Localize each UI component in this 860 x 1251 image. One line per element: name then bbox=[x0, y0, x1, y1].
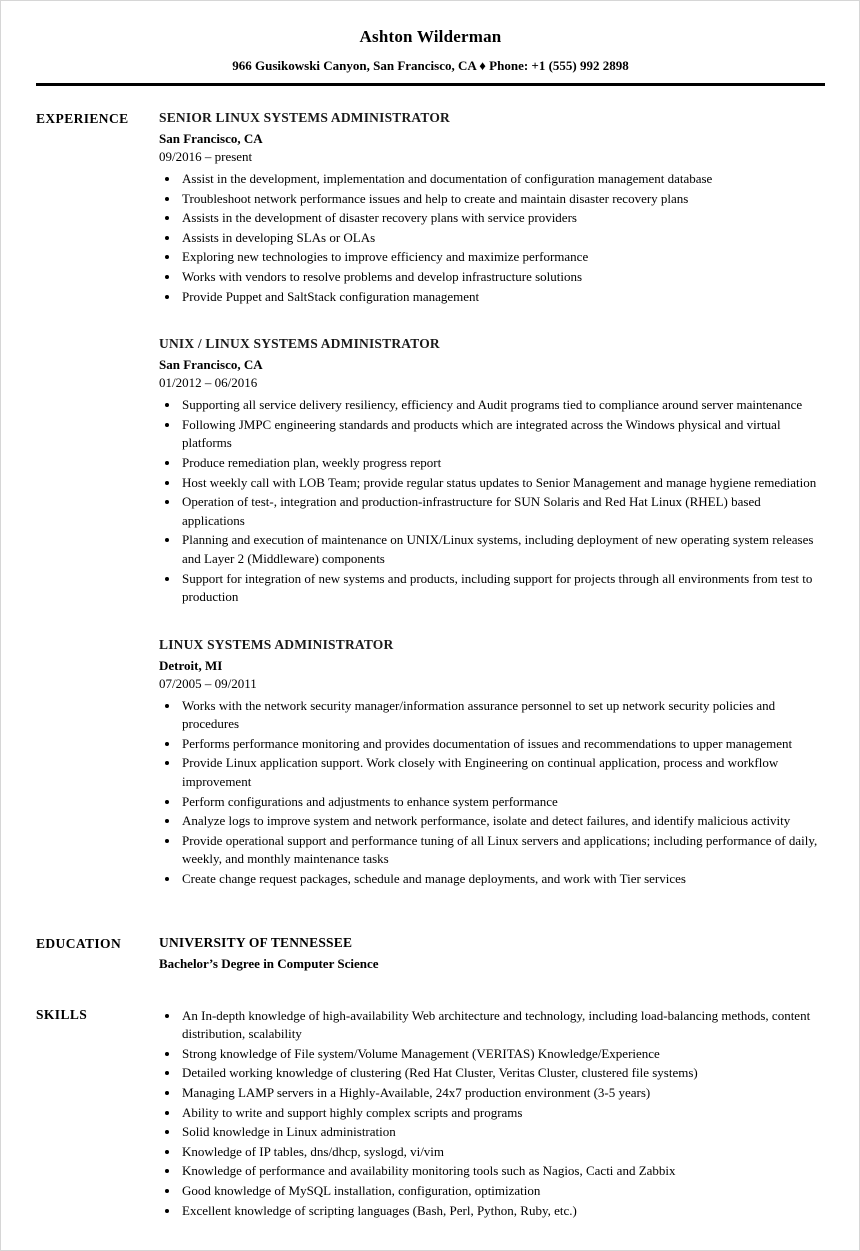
skill-item: • Knowledge of performance and availability monitoring tools such as Nagios, Cacti and Zabbix bbox=[180, 1162, 825, 1181]
experience-content bbox=[159, 110, 825, 889]
job-bullet-list bbox=[159, 697, 825, 889]
education-content bbox=[159, 935, 825, 972]
bullet-item: • Create change request packages, schedule and manage deployments, and work with Tier services bbox=[180, 870, 825, 889]
job-title: SENIOR LINUX SYSTEMS ADMINISTRATOR bbox=[159, 110, 450, 125]
bullet-item: • Provide Linux application support. Work closely with Engineering on continual application, process and workflow improvement bbox=[180, 754, 825, 791]
bullet-item: • Assists in the development of disaster recovery plans with service providers bbox=[180, 209, 825, 228]
bullet-item: • Works with vendors to resolve problems and develop infrastructure solutions bbox=[180, 268, 825, 287]
skills-content bbox=[159, 1006, 825, 1221]
job-bullet-list bbox=[159, 170, 825, 306]
bullet-item: • Assists in developing SLAs or OLAs bbox=[180, 229, 825, 248]
bullet-item: • Planning and execution of maintenance on UNIX/Linux systems, including deployment of new operating system releases and Layer 2 (Middleware) components bbox=[180, 531, 825, 568]
skills-bullet-list bbox=[159, 1007, 825, 1221]
skill-item: • Good knowledge of MySQL installation, configuration, optimization bbox=[180, 1182, 825, 1201]
skill-item: • Managing LAMP servers in a Highly-Available, 24x7 production environment (3-5 years) bbox=[180, 1084, 825, 1103]
bullet-item: • Produce remediation plan, weekly progress report bbox=[180, 454, 825, 473]
bullet-item: • Perform configurations and adjustments to enhance system performance bbox=[180, 793, 825, 812]
job-dates: 07/2005 – 09/2011 bbox=[159, 675, 257, 691]
header-divider bbox=[36, 83, 825, 86]
job-location: San Francisco, CA bbox=[159, 357, 263, 373]
contact-line: 966 Gusikowski Canyon, San Francisco, CA ♦ Phone: +1 (555) 992 2898 bbox=[232, 58, 629, 73]
bullet-item: • Exploring new technologies to improve efficiency and maximize performance bbox=[180, 248, 825, 267]
skill-item: • Detailed working knowledge of clustering (Red Hat Cluster, Veritas Cluster, clustered file systems) bbox=[180, 1064, 825, 1083]
skill-item: • Solid knowledge in Linux administration bbox=[180, 1123, 825, 1142]
bullet-item: • Operation of test-, integration and production-infrastructure for SUN Solaris and Red Hat Linux (RHEL) based applications bbox=[180, 493, 825, 530]
skill-item: • Knowledge of IP tables, dns/dhcp, syslogd, vi/vim bbox=[180, 1143, 825, 1162]
bullet-item: • Supporting all service delivery resiliency, efficiency and Audit programs tied to compliance around server maintenance bbox=[180, 396, 825, 415]
skill-item: • Excellent knowledge of scripting languages (Bash, Perl, Python, Ruby, etc.) bbox=[180, 1202, 825, 1221]
bullet-item: • Host weekly call with LOB Team; provide regular status updates to Senior Management and manage hygiene remediation bbox=[180, 474, 825, 493]
bullet-item: • Analyze logs to improve system and network performance, isolate and detect failures, and identify malicious activity bbox=[180, 812, 825, 831]
bullet-item: • Provide Puppet and SaltStack configuration management bbox=[180, 288, 825, 307]
job-location: Detroit, MI bbox=[159, 657, 223, 673]
education-section bbox=[36, 935, 825, 972]
candidate-name: Ashton Wilderman bbox=[359, 27, 502, 46]
job-title: LINUX SYSTEMS ADMINISTRATOR bbox=[159, 636, 394, 652]
skill-item: • Ability to write and support highly complex scripts and programs bbox=[180, 1104, 825, 1123]
bullet-item: • Troubleshoot network performance issues and help to create and maintain disaster recovery plans bbox=[180, 190, 825, 209]
skill-item: • Strong knowledge of File system/Volume Management (VERITAS) Knowledge/Experience bbox=[180, 1045, 825, 1064]
skill-item: • An In-depth knowledge of high-availability Web architecture and technology, including load-balancing methods, content distribution, scalability bbox=[180, 1007, 825, 1044]
bullet-item: • Works with the network security manager/information assurance personnel to set up network security policies and procedures bbox=[180, 697, 825, 734]
job-entry-senior-linux-admin bbox=[159, 110, 825, 306]
section-label-experience: EXPERIENCE bbox=[36, 111, 129, 126]
bullet-item: • Performs performance monitoring and provides documentation of issues and recommendations to upper management bbox=[180, 735, 825, 754]
job-title: UNIX / LINUX SYSTEMS ADMINISTRATOR bbox=[159, 336, 440, 352]
experience-section bbox=[36, 110, 825, 889]
job-entry-unix-linux-admin bbox=[159, 336, 825, 607]
resume-header bbox=[36, 27, 825, 86]
bullet-item: • Support for integration of new systems and products, including support for projects through all environments from test to production bbox=[180, 570, 825, 607]
bullet-item: • Assist in the development, implementation and documentation of configuration management database bbox=[180, 170, 825, 189]
education-school: UNIVERSITY OF TENNESSEE bbox=[159, 934, 353, 950]
bullet-item: • Following JMPC engineering standards and products which are integrated across the Windows physical and virtual platforms bbox=[180, 416, 825, 453]
job-dates: 01/2012 – 06/2016 bbox=[159, 375, 258, 391]
section-label-education: EDUCATION bbox=[36, 935, 122, 951]
job-dates: 09/2016 – present bbox=[159, 149, 253, 164]
skills-section bbox=[36, 1006, 825, 1221]
job-bullet-list bbox=[159, 396, 825, 607]
section-label-skills: SKILLS bbox=[36, 1006, 88, 1022]
education-degree: Bachelor’s Degree in Computer Science bbox=[159, 955, 379, 971]
job-entry-linux-admin-detroit bbox=[159, 637, 825, 889]
job-location: San Francisco, CA bbox=[159, 131, 263, 146]
bullet-item: • Provide operational support and performance tuning of all Linux servers and applications; including performance of daily, weekly, and monthly maintenance tasks bbox=[180, 832, 825, 869]
